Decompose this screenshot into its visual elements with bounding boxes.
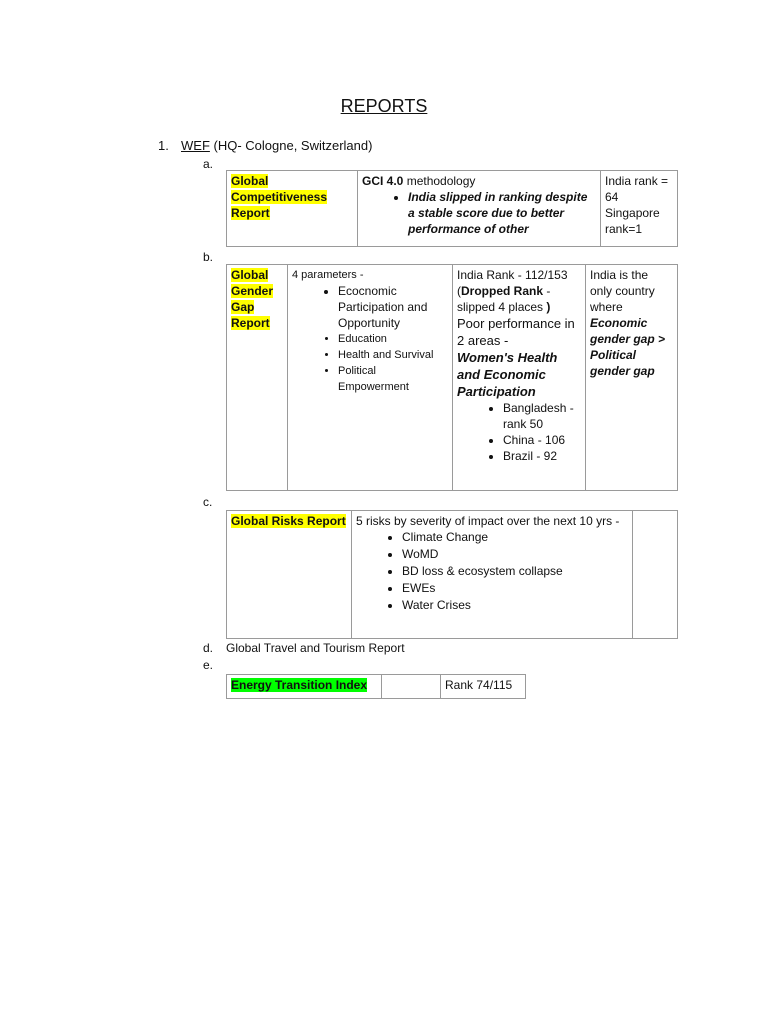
ggr-note-bold: Economic gender gap > Political gender gap (590, 316, 666, 378)
grr-name-cell (227, 511, 352, 639)
grr-intro: 5 risks by severity of impact over the next 10 yrs - (356, 514, 620, 528)
grr-empty-cell (633, 511, 678, 639)
gcr-rank: India rank = 64 Singapore rank=1 (605, 174, 669, 236)
ggr-country: • China - 106 (503, 432, 581, 448)
eti-rank-cell (441, 675, 526, 699)
gcr-method-bold: GCI 4.0 (362, 174, 404, 188)
ggr-param: • Political Empowerment (338, 363, 448, 395)
eti-table (226, 674, 526, 699)
ggr-country: • Bangladesh - rank 50 (503, 400, 581, 432)
ggr-param: • Health and Survival (338, 347, 448, 363)
ggr-rank-line: India Rank - 112/153 (457, 268, 568, 282)
ggr-country: • Brazil - 92 (503, 448, 581, 464)
grr-risks-cell (352, 511, 633, 639)
grr-risk: • WoMD (402, 546, 628, 563)
page-title: REPORTS (340, 96, 428, 116)
ggr-dropped: (Dropped Rank - slipped 4 places ) (457, 284, 551, 314)
ggr-param: • Ecocnomic Participation and Opportunity (338, 283, 448, 331)
ggr-note-plain: India is the only country where (590, 268, 655, 314)
ggr-areas: Women's Health and Economic Participation (457, 350, 558, 399)
ggr-param: • Education (338, 331, 448, 347)
ggr-rank-cell (453, 265, 586, 491)
letter-a: a. (203, 157, 214, 171)
list-number-1: 1. (158, 138, 169, 153)
gttr-name: Global Travel and Tourism Report (226, 641, 405, 655)
eti-empty-cell (382, 675, 441, 699)
ggr-name-cell (227, 265, 288, 491)
eti-rank: Rank 74/115 (445, 678, 513, 692)
ggr-name: Global Gender Gap Report (231, 268, 274, 330)
letter-d: d. (203, 641, 214, 655)
gcr-method-cell (358, 171, 601, 247)
gcr-rank-cell (601, 171, 678, 247)
eti-name-cell (227, 675, 382, 699)
grr-name: Global Risks Report (231, 514, 346, 528)
gcr-table (226, 170, 678, 247)
grr-risk: • Climate Change (402, 529, 628, 546)
wef-label: WEF (181, 138, 210, 153)
grr-risk: • BD loss & ecosystem collapse (402, 563, 628, 580)
ggr-poor: Poor performance in 2 areas - (457, 316, 575, 348)
letter-e: e. (203, 658, 214, 672)
wef-heading (181, 137, 372, 154)
grr-table (226, 510, 678, 639)
ggr-table (226, 264, 678, 491)
wef-hq: (HQ- Cologne, Switzerland) (209, 138, 373, 153)
gcr-bullet: • India slipped in ranking despite a stable score due to better performance of other (408, 189, 596, 237)
letter-b: b. (203, 250, 214, 264)
grr-risk: • Water Crises (402, 597, 628, 614)
ggr-params-cell (288, 265, 453, 491)
ggr-params-title: 4 parameters - (292, 269, 364, 281)
ggr-note-cell (586, 265, 678, 491)
grr-risk: • EWEs (402, 580, 628, 597)
eti-name: Energy Transition Index (231, 678, 368, 692)
letter-c: c. (203, 495, 213, 509)
gcr-name-cell (227, 171, 358, 247)
gcr-name: Global Competitiveness Report (231, 174, 328, 220)
gcr-method-rest: methodology (403, 174, 476, 188)
